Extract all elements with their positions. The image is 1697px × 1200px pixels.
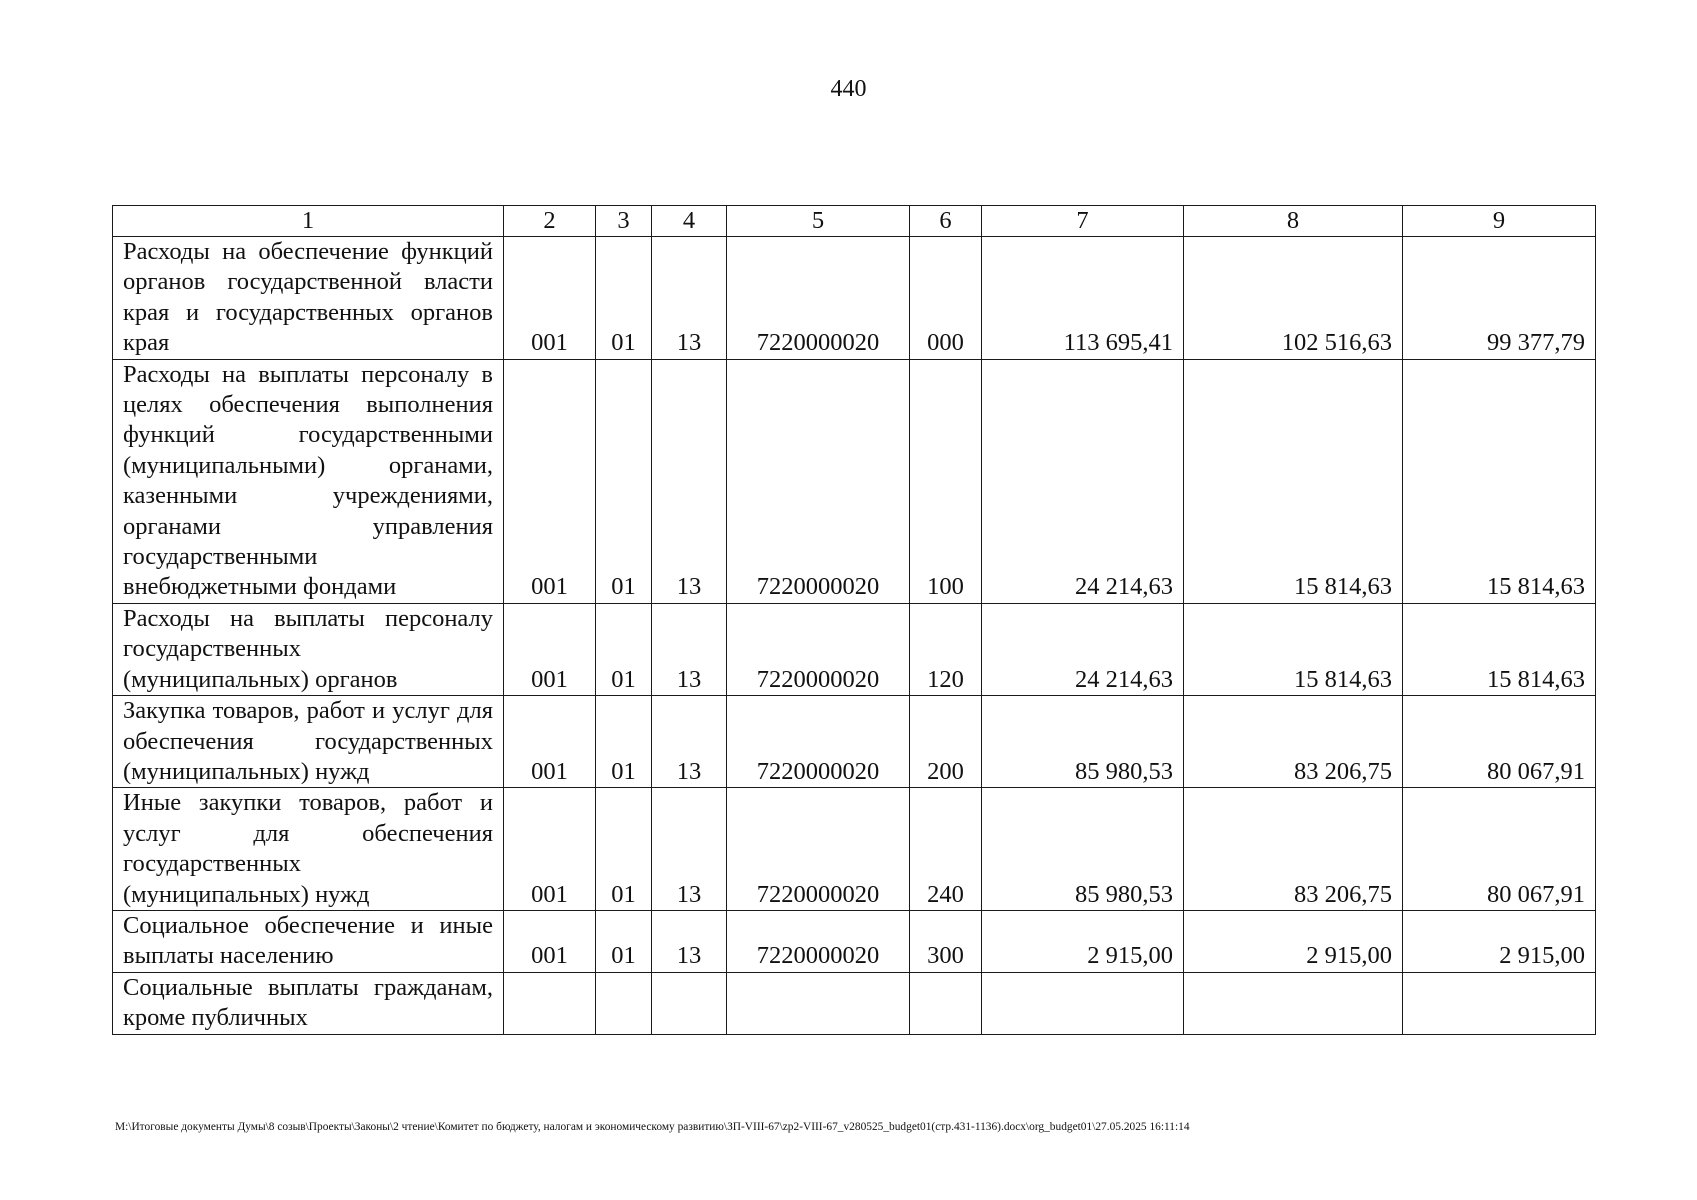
code-cell: 001 bbox=[504, 359, 596, 603]
column-header: 3 bbox=[596, 206, 652, 237]
column-header: 1 bbox=[113, 206, 504, 237]
code-cell bbox=[727, 972, 910, 1034]
column-header: 5 bbox=[727, 206, 910, 237]
code-cell: 7220000020 bbox=[727, 788, 910, 911]
expense-name-cell: Расходы на выплаты персоналу государственных (муниципальных) органов bbox=[113, 603, 504, 695]
expense-name-cell: Расходы на выплаты персоналу в целях обеспечения выполнения функций государственными (муниципальными) органами, казенными учреждениями, органами управления государственными внебюджетными фондами bbox=[113, 359, 504, 603]
document-path-footer: M:\Итоговые документы Думы\8 созыв\Проекты\Законы\2 чтение\Комитет по бюджету, налогам и экономическому развитию\ЗП-VIII-67\zp2-VIII-67_v280525_budget01(стр.431-1136).docx\org_budget01\27.05.2025 16:11:14 bbox=[115, 1121, 1190, 1133]
amount-cell: 80 067,91 bbox=[1403, 788, 1596, 911]
amount-cell: 85 980,53 bbox=[982, 788, 1184, 911]
code-cell: 01 bbox=[596, 696, 652, 788]
amount-cell: 80 067,91 bbox=[1403, 696, 1596, 788]
code-cell: 000 bbox=[910, 237, 982, 360]
amount-cell: 83 206,75 bbox=[1184, 788, 1403, 911]
code-cell: 01 bbox=[596, 359, 652, 603]
amount-cell: 24 214,63 bbox=[982, 359, 1184, 603]
code-cell: 120 bbox=[910, 603, 982, 695]
table-row bbox=[113, 910, 1596, 972]
column-header: 7 bbox=[982, 206, 1184, 237]
amount-cell: 83 206,75 bbox=[1184, 696, 1403, 788]
column-header: 9 bbox=[1403, 206, 1596, 237]
column-header: 4 bbox=[652, 206, 727, 237]
amount-cell: 15 814,63 bbox=[1403, 603, 1596, 695]
amount-cell: 15 814,63 bbox=[1184, 603, 1403, 695]
table-row bbox=[113, 972, 1596, 1034]
code-cell: 001 bbox=[504, 603, 596, 695]
amount-cell: 102 516,63 bbox=[1184, 237, 1403, 360]
expense-name-cell: Закупка товаров, работ и услуг для обеспечения государственных (муниципальных) нужд bbox=[113, 696, 504, 788]
amount-cell bbox=[1403, 972, 1596, 1034]
code-cell: 13 bbox=[652, 603, 727, 695]
code-cell: 13 bbox=[652, 696, 727, 788]
amount-cell: 2 915,00 bbox=[1403, 910, 1596, 972]
code-cell: 01 bbox=[596, 910, 652, 972]
column-header: 6 bbox=[910, 206, 982, 237]
amount-cell: 113 695,41 bbox=[982, 237, 1184, 360]
code-cell bbox=[596, 972, 652, 1034]
code-cell: 13 bbox=[652, 788, 727, 911]
amount-cell: 15 814,63 bbox=[1403, 359, 1596, 603]
code-cell bbox=[910, 972, 982, 1034]
code-cell: 01 bbox=[596, 603, 652, 695]
code-cell: 001 bbox=[504, 788, 596, 911]
table-row bbox=[113, 359, 1596, 603]
code-cell: 7220000020 bbox=[727, 359, 910, 603]
code-cell: 01 bbox=[596, 788, 652, 911]
table-row bbox=[113, 696, 1596, 788]
expense-name-cell: Социальные выплаты гражданам, кроме публичных bbox=[113, 972, 504, 1034]
code-cell: 240 bbox=[910, 788, 982, 911]
amount-cell: 2 915,00 bbox=[982, 910, 1184, 972]
amount-cell: 85 980,53 bbox=[982, 696, 1184, 788]
code-cell: 7220000020 bbox=[727, 603, 910, 695]
table-row bbox=[113, 237, 1596, 360]
table-row bbox=[113, 603, 1596, 695]
code-cell: 300 bbox=[910, 910, 982, 972]
column-header: 8 bbox=[1184, 206, 1403, 237]
code-cell: 7220000020 bbox=[727, 696, 910, 788]
amount-cell: 24 214,63 bbox=[982, 603, 1184, 695]
expense-name-cell: Социальное обеспечение и иные выплаты населению bbox=[113, 910, 504, 972]
code-cell: 200 bbox=[910, 696, 982, 788]
code-cell: 13 bbox=[652, 359, 727, 603]
budget-table bbox=[112, 205, 1596, 1035]
code-cell: 7220000020 bbox=[727, 237, 910, 360]
amount-cell: 99 377,79 bbox=[1403, 237, 1596, 360]
page-number: 440 bbox=[830, 76, 867, 102]
expense-name-cell: Расходы на обеспечение функций органов государственной власти края и государственных органов края bbox=[113, 237, 504, 360]
code-cell: 001 bbox=[504, 696, 596, 788]
table-row bbox=[113, 788, 1596, 911]
amount-cell: 15 814,63 bbox=[1184, 359, 1403, 603]
code-cell: 001 bbox=[504, 910, 596, 972]
code-cell: 100 bbox=[910, 359, 982, 603]
column-header: 2 bbox=[504, 206, 596, 237]
amount-cell bbox=[982, 972, 1184, 1034]
code-cell bbox=[504, 972, 596, 1034]
amount-cell: 2 915,00 bbox=[1184, 910, 1403, 972]
table-header-row bbox=[113, 206, 1596, 237]
code-cell bbox=[652, 972, 727, 1034]
amount-cell bbox=[1184, 972, 1403, 1034]
code-cell: 13 bbox=[652, 237, 727, 360]
code-cell: 7220000020 bbox=[727, 910, 910, 972]
code-cell: 13 bbox=[652, 910, 727, 972]
expense-name-cell: Иные закупки товаров, работ и услуг для обеспечения государственных (муниципальных) нужд bbox=[113, 788, 504, 911]
code-cell: 01 bbox=[596, 237, 652, 360]
code-cell: 001 bbox=[504, 237, 596, 360]
